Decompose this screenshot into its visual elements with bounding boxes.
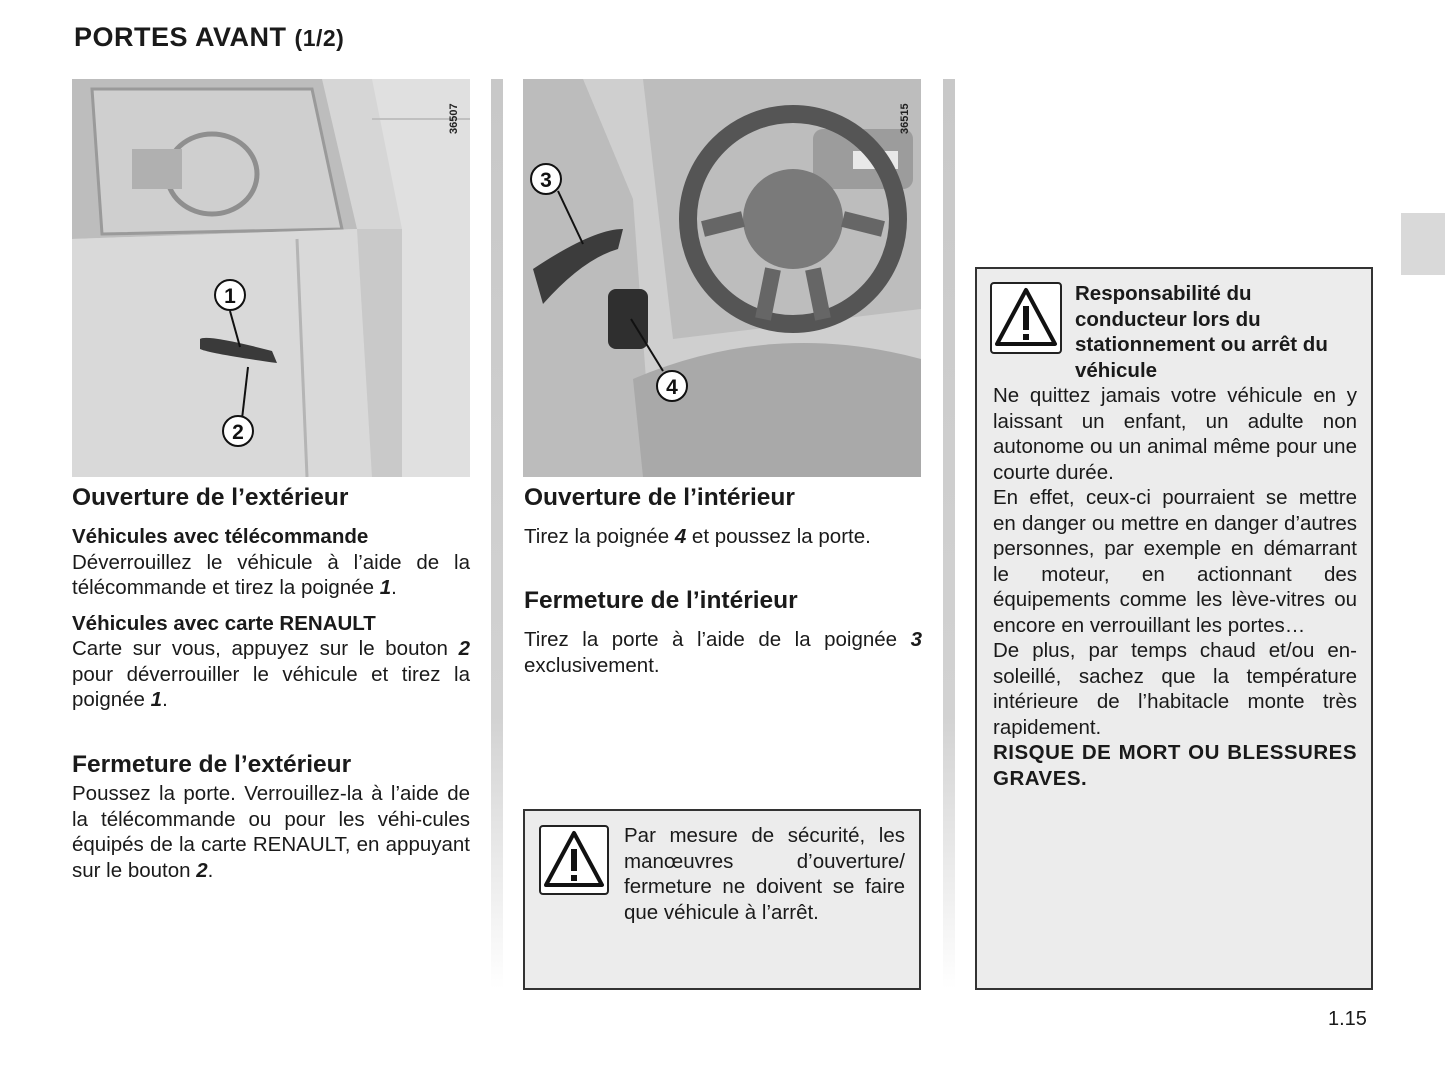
page-title-part: (1/2) — [294, 25, 345, 51]
image-code: 36507 — [448, 103, 460, 134]
safety-warning-text: Par mesure de sécurité, les manœuvres d’ouverture/ fermeture ne doivent se faire que véhicule à l’arrêt. — [624, 824, 905, 924]
image-code: 36515 — [899, 103, 911, 134]
section-tab — [1401, 213, 1445, 275]
heading-interior-opening: Ouverture de l’intérieur — [524, 484, 795, 511]
ref-handle-1b: 1 — [150, 688, 163, 711]
ref-handle-3: 3 — [910, 628, 922, 651]
interior-opening-text-a: Tirez la poignée — [524, 525, 675, 548]
ref-button-2b: 2 — [196, 858, 208, 882]
heading-interior-closing: Fermeture de l’intérieur — [524, 587, 798, 614]
interior-opening-text-c: et poussez la porte. — [686, 525, 871, 548]
card-paragraph — [72, 636, 470, 713]
warning-title: Responsabilité du conducteur lors du stationnement ou arrêt du véhicule — [1075, 282, 1328, 382]
page-title — [74, 22, 344, 53]
closing-text-end: . — [207, 858, 214, 882]
closing-text: Poussez la porte. Verrouillez-la à l’aide de la télécommande ou pour les véhi-cules équipés de la carte RENAULT, en appuyant sur le bouton — [72, 782, 470, 882]
ref-button-2: 2 — [458, 637, 470, 660]
interior-closing-text-c: exclusivement. — [524, 653, 660, 677]
page-title-text: PORTES AVANT — [74, 22, 287, 52]
ref-handle-4: 4 — [674, 525, 687, 548]
heading-exterior-opening: Ouverture de l’extérieur — [72, 484, 349, 511]
exterior-door-photo — [72, 79, 470, 477]
column-separator-2 — [943, 79, 955, 989]
remote-text-end: . — [391, 576, 397, 599]
page-number: 1.15 — [1328, 1008, 1367, 1030]
safety-warning-box — [523, 809, 921, 990]
callout-1-label: 1 — [224, 285, 236, 308]
card-text-end: . — [162, 688, 168, 711]
callout-4-label: 4 — [666, 376, 678, 399]
closing-paragraph — [72, 781, 470, 883]
warning-icon — [539, 825, 609, 895]
interior-closing-text — [524, 627, 922, 678]
interior-opening-text — [524, 524, 922, 550]
heading-exterior-closing: Fermeture de l’extérieur — [72, 751, 352, 778]
exterior-opening-text — [72, 524, 470, 713]
driver-responsibility-box — [975, 267, 1373, 990]
interior-door-illustration — [523, 79, 921, 477]
warning-paragraph-3: De plus, par temps chaud et/ou en-soleillé, sachez que la température intérieure de l’habitacle monte très rapidement. — [993, 639, 1357, 739]
ref-handle-1: 1 — [379, 576, 392, 599]
remote-paragraph — [72, 550, 470, 601]
remote-text: Déverrouillez le véhicule à l’aide de la télécommande et tirez la poignée — [72, 550, 470, 599]
callout-3-label: 3 — [540, 169, 552, 192]
subheading-card: Véhicules avec carte RENAULT — [72, 611, 376, 635]
callout-2-label: 2 — [232, 421, 244, 444]
interior-door-photo — [523, 79, 921, 477]
card-text-mid: pour déverrouiller le véhicule et tirez la poignée — [72, 662, 470, 711]
warning-paragraph-2: En effet, ceux-ci pourraient se mettre en danger ou mettre en danger d’autres personnes, par exemple en démarrant le moteur, en actionnant des équipements comme les lève-vitres ou encore en verrouillant les portes… — [993, 486, 1357, 637]
exterior-door-illustration — [72, 79, 470, 477]
card-text: Carte sur vous, appuyez sur le bouton — [72, 637, 459, 660]
warning-risk: RISQUE DE MORT OU BLESSURES GRAVES. — [993, 741, 1357, 790]
warning-icon — [990, 282, 1062, 354]
interior-closing-paragraph — [524, 627, 922, 678]
column-separator-1 — [491, 79, 503, 989]
interior-closing-text-a: Tirez la porte à l’aide de la poignée — [524, 628, 911, 651]
interior-opening-paragraph — [524, 524, 922, 550]
warning-paragraph-1: Ne quittez jamais votre véhicule en y laissant un enfant, un adulte non autonome ou un animal même pour une courte durée. — [993, 384, 1357, 484]
exterior-closing-text — [72, 781, 470, 883]
warning-body — [993, 383, 1357, 791]
subheading-remote: Véhicules avec télécommande — [72, 525, 369, 548]
